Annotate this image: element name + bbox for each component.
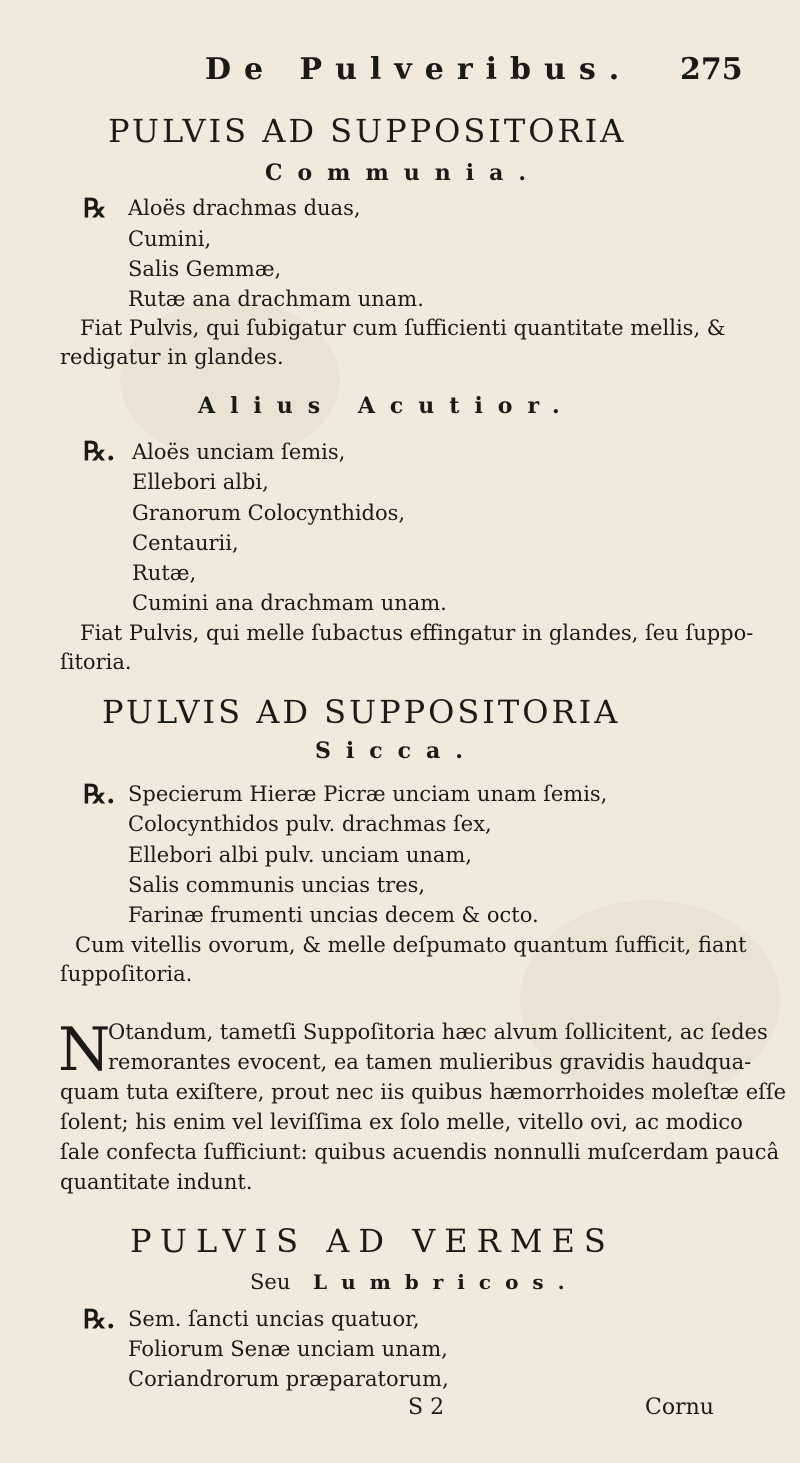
note-line: Otandum, tametſi Suppoſitoria hæc alvum ſollicitent, ac ſedes — [108, 1020, 768, 1044]
recipe-line: Rutæ ana drachmam unam. — [128, 287, 424, 311]
section-subtitle-prefix: Seu — [250, 1270, 291, 1294]
section-subtitle: Lumbricos. — [313, 1270, 579, 1294]
body-line: redigatur in glandes. — [60, 345, 284, 369]
section-subtitle: Communia. — [265, 160, 542, 186]
recipe-line: Cumini, — [128, 227, 212, 251]
section-title: PULVIS AD SUPPOSITORIA — [108, 112, 627, 150]
note-line: ſolent; his enim vel leviſſima ex ſolo melle, vitello ovi, ac modico — [60, 1110, 743, 1134]
recipe-line: Colocynthidos pulv. drachmas ſex, — [128, 812, 492, 836]
note-line: quam tuta exiſtere, prout nec iis quibus hæmorrhoides moleſtæ eſſe — [60, 1080, 787, 1104]
note-line: quantitate indunt. — [60, 1170, 253, 1194]
recipe-line: Foliorum Senæ unciam unam, — [128, 1337, 448, 1361]
recipe-symbol: ℞ — [83, 194, 107, 224]
recipe-line: Cumini ana drachmam unam. — [132, 591, 447, 615]
recipe-line: Farinæ frumenti uncias decem & octo. — [128, 903, 539, 927]
recipe-line: Salis communis uncias tres, — [128, 873, 426, 897]
recipe-line: Ellebori albi, — [132, 470, 269, 494]
body-line: ſuppoſitoria. — [60, 962, 193, 986]
running-head: De Pulveribus. — [205, 52, 633, 87]
recipe-symbol: ℞. — [83, 437, 116, 467]
note-line: ſale confecta ſufficiunt: quibus acuendis nonnulli muſcerdam paucâ — [60, 1140, 780, 1164]
recipe-line: Ellebori albi pulv. unciam unam, — [128, 843, 472, 867]
recipe-line: Aloës unciam ſemis, — [132, 440, 346, 464]
recipe-line: Granorum Colocynthidos, — [132, 501, 406, 525]
recipe-line: Sem. ſancti uncias quatuor, — [128, 1307, 420, 1331]
recipe-symbol: ℞. — [83, 1305, 116, 1335]
recipe-line: Coriandrorum præparatorum, — [128, 1367, 449, 1391]
recipe-line: Aloës drachmas duas, — [128, 196, 361, 220]
section-title: Alius Acutior. — [198, 393, 575, 419]
body-line: Cum vitellis ovorum, & melle deſpumato quantum ſufficit, fiant — [75, 933, 747, 957]
section-title: PULVIS AD SUPPOSITORIA — [102, 693, 621, 731]
recipe-line: Specierum Hieræ Picræ unciam unam ſemis, — [128, 782, 608, 806]
catchword: Cornu — [645, 1395, 714, 1420]
recipe-line: Centaurii, — [132, 531, 239, 555]
note-line: remorantes evocent, ea tamen mulieribus gravidis haudqua- — [108, 1050, 752, 1074]
body-line: Fiat Pulvis, qui melle ſubactus effingatur in glandes, ſeu ſuppo- — [80, 621, 754, 645]
section-title: PULVIS AD VERMES — [130, 1222, 615, 1260]
signature-mark: S 2 — [408, 1395, 445, 1420]
section-subtitle: Sicca. — [315, 738, 478, 764]
body-line: Fiat Pulvis, qui ſubigatur cum ſufficienti quantitate mellis, & — [80, 316, 726, 340]
drop-cap: N — [58, 1015, 111, 1085]
body-line: ſitoria. — [60, 650, 132, 674]
recipe-symbol: ℞. — [83, 780, 116, 810]
page-number: 275 — [680, 52, 743, 87]
recipe-line: Salis Gemmæ, — [128, 257, 282, 281]
recipe-line: Rutæ, — [132, 561, 197, 585]
